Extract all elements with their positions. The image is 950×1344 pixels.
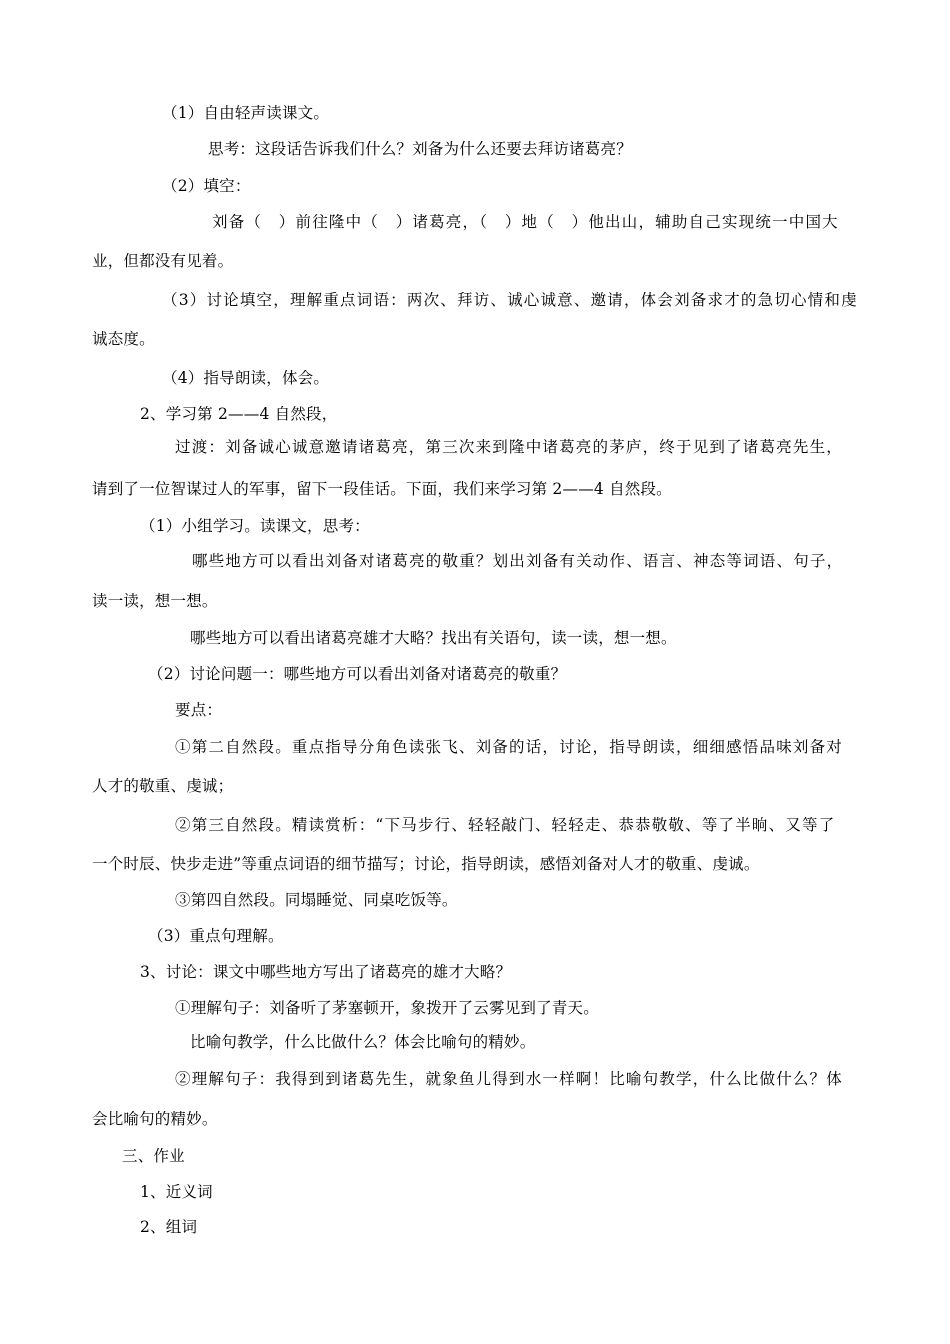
text-line: 1、近义词 xyxy=(140,1183,213,1201)
text-line: 会比喻句的精妙。 xyxy=(92,1110,218,1128)
text-line: 哪些地方可以看出刘备对诸葛亮的敬重？划出刘备有关动作、语言、神态等词语、句子， xyxy=(192,552,844,570)
text-line: （4）指导朗读，体会。 xyxy=(162,369,330,387)
text-line: 3、讨论：课文中哪些地方写出了诸葛亮的雄才大略？ xyxy=(140,963,512,981)
text-line: （1）自由轻声读课文。 xyxy=(162,104,330,122)
text-line: ①第二自然段。重点指导分角色读张飞、刘备的话，讨论，指导朗读，细细感悟品味刘备对 xyxy=(175,738,844,756)
text-line: （1）小组学习。读课文，思考： xyxy=(140,517,370,535)
text-line: ③第四自然段。同塌睡觉、同桌吃饭等。 xyxy=(175,891,458,909)
text-line: （3）讨论填空，理解重点词语：两次、拜访、诚心诚意、邀请，体会刘备求才的急切心情和虔 xyxy=(162,291,858,309)
text-line: ①理解句子：刘备听了茅塞顿开，象拨开了云雾见到了青天。 xyxy=(175,999,599,1017)
text-line: 请到了一位智谋过人的军事，留下一段佳话。下面，我们来学习第 2——4 自然段。 xyxy=(92,480,672,498)
text-line: 人才的敬重、虔诚； xyxy=(92,777,234,795)
text-line: 哪些地方可以看出诸葛亮雄才大略？找出有关语句，读一读，想一想。 xyxy=(190,629,677,647)
text-line: 诚态度。 xyxy=(92,330,155,348)
text-line: 读一读，想一想。 xyxy=(92,592,218,610)
text-line: ②第三自然段。精读赏析：“下马步行、轻轻敲门、轻轻走、恭恭敬敬、等了半晌、又等了 xyxy=(175,816,836,834)
text-line: 一个时辰、快步走进”等重点词语的细节描写；讨论，指导朗读，感悟刘备对人才的敬重、虔诚。 xyxy=(92,855,760,873)
text-line: 比喻句教学，什么比做什么？体会比喻句的精妙。 xyxy=(190,1033,536,1051)
text-line: 业，但都没有见着。 xyxy=(92,252,234,270)
text-line: （2）填空： xyxy=(162,177,251,195)
text-line: ②理解句子：我得到到诸葛先生，就象鱼儿得到水一样啊！比喻句教学，什么比做什么？体 xyxy=(175,1070,844,1088)
text-line: 三、作业 xyxy=(122,1147,185,1165)
text-line: 2、组词 xyxy=(140,1218,198,1236)
text-line: （3）重点句理解。 xyxy=(148,927,284,945)
text-line: 思考：这段话告诉我们什么？刘备为什么还要去拜访诸葛亮？ xyxy=(208,140,632,158)
text-line: 刘备（ ）前往隆中（ ）诸葛亮，（ ）地（ ）他出山，辅助自己实现统一中国大 xyxy=(212,213,839,231)
text-line: 2、学习第 2——4 自然段， xyxy=(140,405,338,423)
text-line: （2）讨论问题一：哪些地方可以看出刘备对诸葛亮的敬重？ xyxy=(148,665,567,683)
text-line: 要点： xyxy=(175,701,223,719)
text-line: 过渡：刘备诚心诚意邀请诸葛亮，第三次来到隆中诸葛亮的茅庐，终于见到了诸葛亮先生， xyxy=(175,438,844,456)
